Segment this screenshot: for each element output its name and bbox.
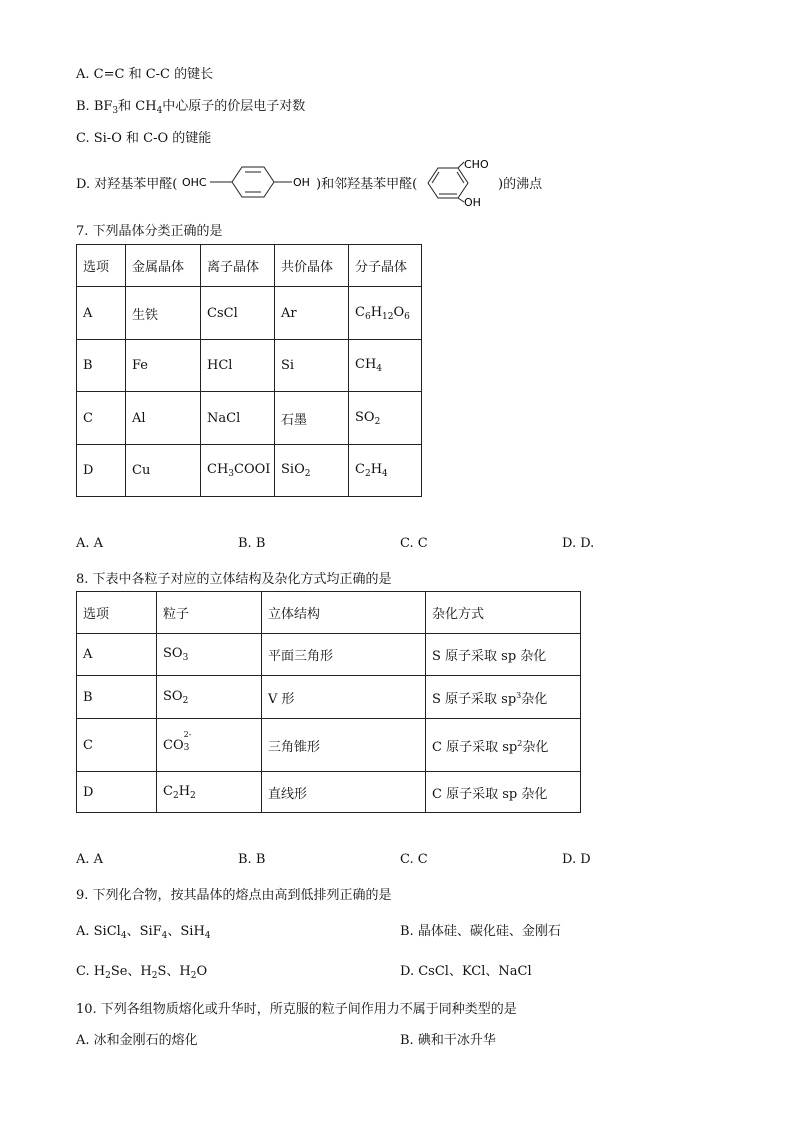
q7-table [76, 244, 422, 497]
molecular-cell: $C_6H_{12}O_6$ [349, 287, 422, 340]
q6-option-c: C. Si-O 和 C-O 的键能 [76, 131, 212, 146]
q10-option-b: B. 碘和干冰升华 [400, 1033, 496, 1048]
q6-option-a: A. C=C 和 C-C 的键长 [76, 67, 214, 82]
particle-cell: CO 2- 3 [157, 719, 262, 772]
shape-cell: 三角锥形 [262, 719, 426, 772]
p-hydroxybenzaldehyde-structure [180, 164, 316, 200]
table-row [77, 340, 422, 392]
svg-text:OH: OH [464, 196, 481, 208]
table-row [77, 676, 581, 719]
table-row [77, 719, 581, 772]
hybridization-cell: C 原子采取 sp 杂化 [426, 772, 581, 813]
q10-option-a: A. 冰和金刚石的熔化 [76, 1033, 198, 1048]
covalent-cell: 石墨 [275, 392, 349, 445]
q8-choice-c: C. C [400, 852, 428, 867]
shape-cell: V 形 [262, 676, 426, 719]
option-cell: B [77, 676, 157, 719]
header-cell: 金属晶体 [126, 245, 201, 287]
covalent-cell: Si [275, 340, 349, 392]
q8-choice-b: B. B [238, 852, 266, 867]
header-cell: 分子晶体 [349, 245, 422, 287]
q8-choice-d: D. D [562, 852, 591, 867]
q9-option-b: B. 晶体硅、碳化硅、金刚石 [400, 924, 561, 939]
table-header-row [77, 245, 422, 287]
q8-choice-a: A. A [76, 852, 104, 867]
ionic-cell: HCl [201, 340, 275, 392]
header-cell: 共价晶体 [275, 245, 349, 287]
table-row [77, 634, 581, 676]
option-cell: B [77, 340, 126, 392]
particle-cell: $SO_2$ [157, 676, 262, 719]
covalent-cell: Ar [275, 287, 349, 340]
header-cell: 立体结构 [262, 592, 426, 634]
header-cell: 离子晶体 [201, 245, 275, 287]
svg-text:OHC: OHC [182, 176, 207, 189]
option-cell: A [77, 634, 157, 676]
ionic-cell: $CH_3COOI$ [201, 445, 275, 497]
option-cell: D [77, 772, 157, 813]
ionic-cell: NaCl [201, 392, 275, 445]
o-hydroxybenzaldehyde-structure [424, 158, 500, 208]
q10-stem: 10. 下列各组物质熔化或升华时，所克服的粒子间作用力不属于同种类型的是 [76, 1002, 517, 1017]
particle-cell: $C_2H_2$ [157, 772, 262, 813]
shape-cell: 直线形 [262, 772, 426, 813]
header-cell: 选项 [77, 245, 126, 287]
molecular-cell: $CH_4$ [349, 340, 422, 392]
option-cell: C [77, 392, 126, 445]
option-cell: D [77, 445, 126, 497]
svg-text:OH: OH [293, 176, 310, 189]
table-row [77, 287, 422, 340]
q6-option-b: B. $BF_3$和 $CH_4$中心原子的价层电子对数 [76, 99, 306, 116]
ionic-cell: CsCl [201, 287, 275, 340]
covalent-cell: SiO$_2$ [275, 445, 349, 497]
q7-choice-d: D. D. [562, 536, 595, 551]
molecular-cell: $C_2H_4$ [349, 445, 422, 497]
q9-option-a: A. SiCl$_4$、SiF$_4$、SiH$_4$ [76, 924, 211, 941]
header-cell: 杂化方式 [426, 592, 581, 634]
q7-choice-b: B. B [238, 536, 266, 551]
molecular-cell: $SO_2$ [349, 392, 422, 445]
table-row [77, 445, 422, 497]
metal-cell: Cu [126, 445, 201, 497]
table-header-row [77, 592, 581, 634]
hybridization-cell: C 原子采取 $sp^2$杂化 [426, 719, 581, 772]
table-row [77, 392, 422, 445]
q7-stem: 7. 下列晶体分类正确的是 [76, 224, 223, 239]
option-cell: C [77, 719, 157, 772]
q8-stem: 8. 下表中各粒子对应的立体结构及杂化方式均正确的是 [76, 572, 392, 587]
particle-cell: $SO_3$ [157, 634, 262, 676]
metal-cell: Al [126, 392, 201, 445]
hybridization-cell: S 原子采取 $sp^3$杂化 [426, 676, 581, 719]
q9-stem: 9. 下列化合物，按其晶体的熔点由高到低排列正确的是 [76, 888, 392, 903]
q8-table [76, 591, 581, 813]
shape-cell: 平面三角形 [262, 634, 426, 676]
q9-option-d: D. CsCl、KCl、NaCl [400, 964, 532, 979]
metal-cell: Fe [126, 340, 201, 392]
header-cell: 粒子 [157, 592, 262, 634]
svg-text:CHO: CHO [464, 158, 489, 171]
option-cell: A [77, 287, 126, 340]
q7-choice-c: C. C [400, 536, 428, 551]
hybridization-cell: S 原子采取 sp 杂化 [426, 634, 581, 676]
metal-cell: 生铁 [126, 287, 201, 340]
q7-choice-a: A. A [76, 536, 104, 551]
header-cell: 选项 [77, 592, 157, 634]
q9-option-c: C. $H_2Se$、$H_2S$、$H_2O$ [76, 964, 208, 981]
table-row [77, 772, 581, 813]
